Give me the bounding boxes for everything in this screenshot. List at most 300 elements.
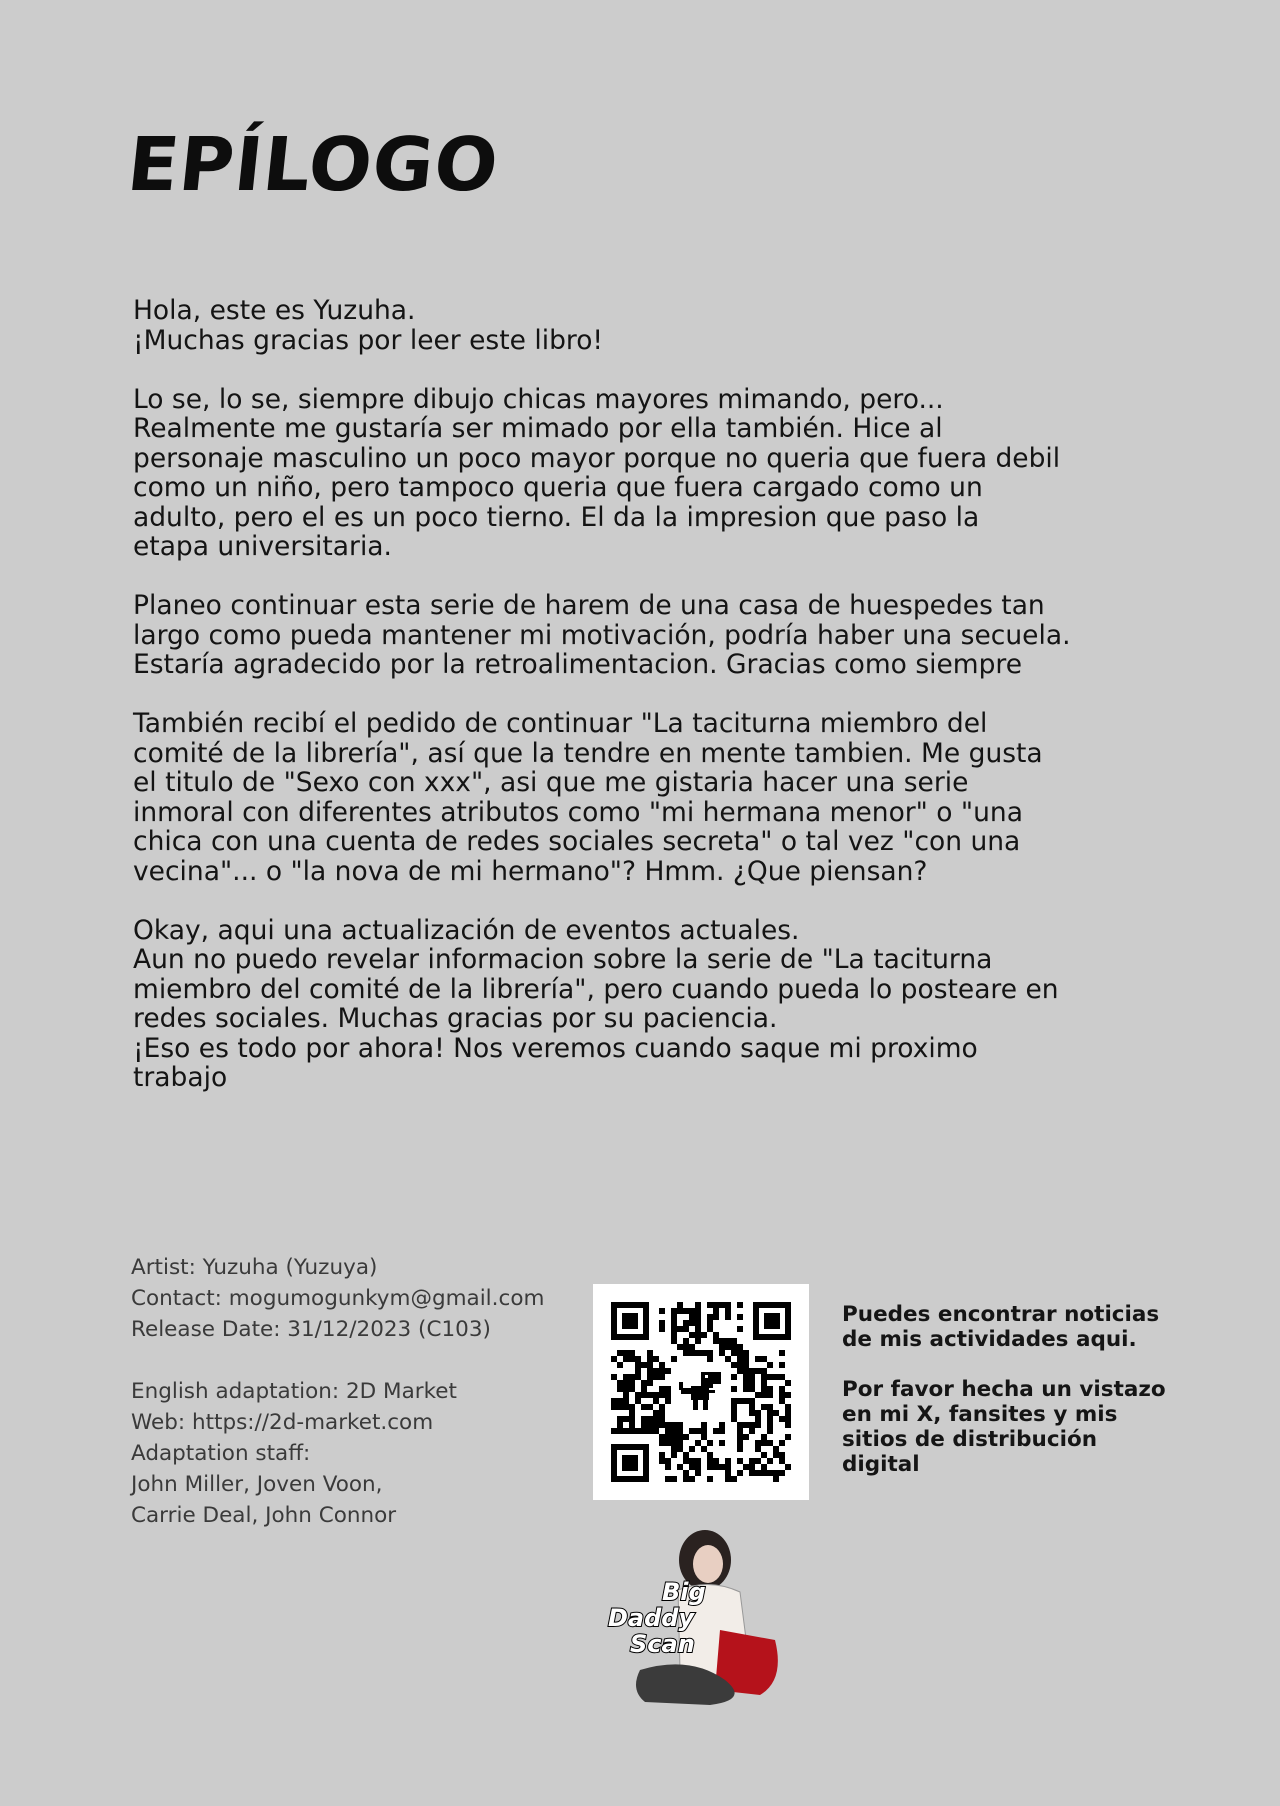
qr-module	[671, 1452, 677, 1458]
qr-module	[707, 1350, 713, 1356]
credit-artist: Artist: Yuzuha (Yuzuya)	[131, 1255, 378, 1280]
qr-module	[671, 1434, 677, 1440]
credit-staff-line-1: John Miller, Joven Voon,	[131, 1472, 383, 1497]
qr-module	[761, 1374, 767, 1380]
qr-module	[779, 1440, 785, 1446]
qr-module	[653, 1410, 659, 1416]
qr-module	[677, 1422, 683, 1428]
qr-module	[743, 1422, 749, 1428]
qr-module	[755, 1458, 761, 1464]
qr-module	[773, 1452, 779, 1458]
qr-module	[617, 1398, 623, 1404]
qr-module	[641, 1386, 647, 1392]
qr-module	[689, 1476, 695, 1482]
qr-module	[749, 1458, 755, 1464]
qr-module	[641, 1380, 647, 1386]
qr-module	[731, 1386, 737, 1392]
qr-code[interactable]	[593, 1284, 809, 1500]
qr-finder-top-right	[753, 1302, 791, 1340]
qr-module	[671, 1428, 677, 1434]
qr-module	[665, 1464, 671, 1470]
qr-module	[665, 1434, 671, 1440]
qr-module	[779, 1458, 785, 1464]
qr-module	[683, 1338, 689, 1344]
qr-module	[617, 1404, 623, 1410]
credit-staff-line-2: Carrie Deal, John Connor	[131, 1503, 397, 1528]
activity-note-news: Puedes encontrar noticias de mis actividades aqui.	[842, 1302, 1160, 1352]
qr-module	[779, 1350, 785, 1356]
qr-module	[779, 1386, 785, 1392]
qr-module	[785, 1416, 791, 1422]
qr-module	[761, 1356, 767, 1362]
qr-module	[671, 1338, 677, 1344]
qr-module	[677, 1308, 683, 1314]
qr-module	[611, 1428, 617, 1434]
qr-module	[767, 1404, 773, 1410]
qr-module	[743, 1380, 749, 1386]
qr-module	[767, 1416, 773, 1422]
qr-module	[623, 1356, 629, 1362]
qr-module	[659, 1410, 665, 1416]
activity-note-social: Por favor hecha un vistazo en mi X, fansites y mis sitios de distribución digital	[842, 1377, 1166, 1477]
qr-module	[767, 1470, 773, 1476]
qr-module	[767, 1386, 773, 1392]
qr-module	[725, 1464, 731, 1470]
qr-module	[677, 1434, 683, 1440]
qr-module	[707, 1320, 713, 1326]
qr-module	[659, 1416, 665, 1422]
qr-module	[779, 1392, 785, 1398]
qr-module	[761, 1386, 767, 1392]
qr-module	[695, 1338, 701, 1344]
qr-module	[743, 1464, 749, 1470]
qr-module	[779, 1374, 785, 1380]
qr-module	[683, 1350, 689, 1356]
qr-module	[635, 1356, 641, 1362]
qr-module	[641, 1392, 647, 1398]
qr-module	[641, 1416, 647, 1422]
qr-module	[737, 1458, 743, 1464]
qr-module	[617, 1428, 623, 1434]
qr-module	[683, 1326, 689, 1332]
qr-module	[647, 1428, 653, 1434]
qr-module	[713, 1464, 719, 1470]
qr-module	[659, 1440, 665, 1446]
qr-module	[737, 1368, 743, 1374]
qr-module	[713, 1314, 719, 1320]
qr-module	[749, 1386, 755, 1392]
qr-module	[623, 1386, 629, 1392]
qr-module	[725, 1356, 731, 1362]
logo-text-daddy: Daddy	[608, 1604, 695, 1632]
qr-module	[755, 1440, 761, 1446]
qr-module	[701, 1434, 707, 1440]
qr-module	[671, 1440, 677, 1446]
qr-module	[623, 1380, 629, 1386]
qr-module	[785, 1410, 791, 1416]
qr-module	[731, 1476, 737, 1482]
qr-module	[635, 1368, 641, 1374]
logo-text-big: Big	[662, 1578, 706, 1606]
qr-module	[671, 1320, 677, 1326]
qr-module	[737, 1344, 743, 1350]
qr-module	[731, 1374, 737, 1380]
qr-module	[689, 1320, 695, 1326]
qr-module	[749, 1374, 755, 1380]
qr-module	[761, 1380, 767, 1386]
qr-module	[659, 1392, 665, 1398]
qr-module	[677, 1326, 683, 1332]
paragraph-greeting: Hola, este es Yuzuha. ¡Muchas gracias por leer este libro!	[133, 295, 604, 356]
qr-module	[737, 1362, 743, 1368]
qr-module	[671, 1308, 677, 1314]
qr-module	[767, 1458, 773, 1464]
qr-module	[701, 1422, 707, 1428]
qr-module	[629, 1416, 635, 1422]
qr-module	[671, 1422, 677, 1428]
qr-module	[653, 1422, 659, 1428]
qr-module	[629, 1374, 635, 1380]
qr-module	[731, 1410, 737, 1416]
dinosaur-icon	[673, 1366, 729, 1418]
qr-module	[743, 1374, 749, 1380]
qr-module	[623, 1416, 629, 1422]
qr-module	[665, 1392, 671, 1398]
qr-module	[695, 1350, 701, 1356]
qr-module	[785, 1464, 791, 1470]
qr-module	[623, 1404, 629, 1410]
qr-module	[707, 1464, 713, 1470]
qr-module	[683, 1434, 689, 1440]
qr-finder-top-left	[611, 1302, 649, 1340]
qr-module	[665, 1422, 671, 1428]
qr-module	[629, 1428, 635, 1434]
qr-module	[671, 1332, 677, 1338]
qr-module	[749, 1368, 755, 1374]
paragraph-characters: Lo se, lo se, siempre dibujo chicas mayores mimando, pero... Realmente me gustaría ser mimado por ella también. Hice al personaje masculino un poco mayor porque no queria que fuera debil como un niño, pero tampoco queria que fuera cargado como un adulto, pero el es un poco tierno. El da la impresion que paso la etapa universitaria.	[133, 383, 1061, 562]
qr-module	[761, 1452, 767, 1458]
qr-module	[647, 1368, 653, 1374]
logo-text-scan: Scan	[630, 1630, 695, 1658]
qr-module	[761, 1440, 767, 1446]
qr-module	[755, 1392, 761, 1398]
qr-module	[749, 1464, 755, 1470]
qr-module	[611, 1374, 617, 1380]
credit-contact: Contact: mogumogunkym@gmail.com	[131, 1286, 545, 1311]
qr-module	[629, 1380, 635, 1386]
qr-module	[665, 1476, 671, 1482]
qr-module	[743, 1350, 749, 1356]
qr-module	[647, 1350, 653, 1356]
qr-module	[659, 1452, 665, 1458]
qr-module	[731, 1362, 737, 1368]
qr-module	[653, 1368, 659, 1374]
qr-module	[659, 1326, 665, 1332]
qr-module	[617, 1380, 623, 1386]
qr-module	[749, 1398, 755, 1404]
qr-module	[683, 1320, 689, 1326]
qr-module	[665, 1368, 671, 1374]
qr-module	[761, 1404, 767, 1410]
qr-module	[677, 1440, 683, 1446]
qr-module	[737, 1428, 743, 1434]
qr-module	[677, 1302, 683, 1308]
qr-module	[767, 1374, 773, 1380]
credit-adaptation: English adaptation: 2D Market	[131, 1379, 457, 1404]
qr-module	[647, 1392, 653, 1398]
qr-module	[701, 1332, 707, 1338]
qr-module	[785, 1380, 791, 1386]
qr-module	[761, 1368, 767, 1374]
credit-release-date: Release Date: 31/12/2023 (C103)	[131, 1317, 491, 1342]
qr-module	[683, 1308, 689, 1314]
qr-module	[647, 1422, 653, 1428]
qr-module	[635, 1428, 641, 1434]
qr-module	[779, 1398, 785, 1404]
qr-module	[695, 1464, 701, 1470]
qr-module	[635, 1374, 641, 1380]
qr-module	[659, 1386, 665, 1392]
qr-module	[695, 1320, 701, 1326]
qr-module	[707, 1458, 713, 1464]
qr-module	[737, 1440, 743, 1446]
qr-module	[761, 1470, 767, 1476]
qr-module	[659, 1368, 665, 1374]
qr-module	[743, 1368, 749, 1374]
qr-module	[695, 1314, 701, 1320]
qr-module	[785, 1404, 791, 1410]
qr-module	[707, 1476, 713, 1482]
qr-module	[719, 1422, 725, 1428]
qr-module	[659, 1308, 665, 1314]
qr-module	[755, 1356, 761, 1362]
credit-staff-label: Adaptation staff:	[131, 1441, 311, 1466]
credits-spacer	[131, 1345, 571, 1376]
qr-module	[629, 1410, 635, 1416]
paragraph-update: Okay, aqui una actualización de eventos actuales. Aun no puedo revelar informacion sobre la serie de "La taciturna miembro del comité de la librería", pero cuando pueda lo posteare en redes sociales. Muchas gracias por su paciencia. ¡Eso es todo por ahora! Nos veremos cuando saque mi proximo trabajo	[133, 914, 1059, 1093]
qr-module	[659, 1422, 665, 1428]
qr-code-icon	[611, 1302, 791, 1482]
qr-module	[689, 1308, 695, 1314]
qr-module	[779, 1362, 785, 1368]
qr-module	[629, 1350, 635, 1356]
qr-module	[689, 1464, 695, 1470]
qr-module	[767, 1362, 773, 1368]
qr-module	[659, 1362, 665, 1368]
qr-module	[743, 1362, 749, 1368]
credit-web: Web: https://2d-market.com	[131, 1410, 434, 1435]
qr-module	[641, 1362, 647, 1368]
qr-module	[749, 1422, 755, 1428]
qr-module	[665, 1428, 671, 1434]
qr-module	[731, 1416, 737, 1422]
qr-module	[653, 1428, 659, 1434]
credits-block	[131, 1252, 571, 1531]
qr-module	[695, 1440, 701, 1446]
qr-module	[647, 1374, 653, 1380]
qr-module	[755, 1416, 761, 1422]
qr-module	[665, 1458, 671, 1464]
qr-module	[671, 1314, 677, 1320]
qr-module	[623, 1350, 629, 1356]
qr-module	[689, 1314, 695, 1320]
qr-module	[683, 1344, 689, 1350]
qr-module	[623, 1428, 629, 1434]
qr-module	[767, 1410, 773, 1416]
qr-module	[647, 1356, 653, 1362]
qr-module	[713, 1308, 719, 1314]
qr-module	[779, 1470, 785, 1476]
qr-module	[707, 1452, 713, 1458]
qr-module	[701, 1350, 707, 1356]
qr-module	[617, 1362, 623, 1368]
qr-module	[617, 1416, 623, 1422]
qr-module	[725, 1338, 731, 1344]
qr-module	[725, 1470, 731, 1476]
qr-module	[647, 1416, 653, 1422]
qr-module	[647, 1380, 653, 1386]
qr-module	[659, 1320, 665, 1326]
qr-module	[773, 1374, 779, 1380]
qr-module	[653, 1392, 659, 1398]
paragraph-series-plan: Planeo continuar esta serie de harem de una casa de huespedes tan largo como pueda mantener mi motivación, podría haber una secuela. Estaría agradecido por la retroalimentacion. Gracias como siempre	[133, 590, 1071, 680]
qr-module	[635, 1398, 641, 1404]
qr-module	[725, 1458, 731, 1464]
qr-module	[749, 1428, 755, 1434]
qr-module	[629, 1356, 635, 1362]
qr-module	[725, 1344, 731, 1350]
qr-module	[695, 1332, 701, 1338]
paragraph-requests: También recibí el pedido de continuar "La taciturna miembro del comité de la librería", así que la tendre en mente tambien. Me gusta el titulo de "Sexo con xxx", asi que me gistaria hacer una serie inmoral con diferentes atributos como "mi hermana menor" o "una chica con una cuenta de redes sociales secreta" o tal vez "con una vecina"... o "la nova de mi hermano"? Hmm. ¿Que piensan?	[133, 708, 1043, 887]
qr-module	[707, 1356, 713, 1362]
qr-module	[731, 1404, 737, 1410]
qr-module	[611, 1404, 617, 1410]
scanlation-logo-image	[600, 1520, 800, 1710]
activity-notes	[842, 1302, 1182, 1502]
qr-module	[713, 1302, 719, 1308]
qr-module	[719, 1344, 725, 1350]
qr-module	[701, 1428, 707, 1434]
qr-module	[737, 1350, 743, 1356]
qr-module	[737, 1422, 743, 1428]
qr-module	[653, 1416, 659, 1422]
qr-module	[659, 1374, 665, 1380]
qr-module	[665, 1398, 671, 1404]
qr-module	[725, 1476, 731, 1482]
qr-module	[647, 1404, 653, 1410]
qr-module	[773, 1470, 779, 1476]
qr-module	[737, 1302, 743, 1308]
qr-module	[719, 1302, 725, 1308]
qr-module	[761, 1464, 767, 1470]
qr-module	[773, 1476, 779, 1482]
qr-module	[647, 1362, 653, 1368]
qr-module	[653, 1398, 659, 1404]
qr-module	[767, 1392, 773, 1398]
qr-module	[695, 1308, 701, 1314]
qr-module	[719, 1464, 725, 1470]
qr-module	[707, 1326, 713, 1332]
qr-module	[773, 1410, 779, 1416]
qr-module	[641, 1422, 647, 1428]
qr-module	[737, 1446, 743, 1452]
qr-module	[773, 1446, 779, 1452]
qr-module	[725, 1308, 731, 1314]
qr-module	[761, 1392, 767, 1398]
qr-module	[665, 1386, 671, 1392]
qr-module	[737, 1314, 743, 1320]
qr-module	[695, 1428, 701, 1434]
qr-module	[677, 1464, 683, 1470]
qr-module	[749, 1404, 755, 1410]
qr-module	[695, 1326, 701, 1332]
qr-module	[743, 1386, 749, 1392]
qr-finder-bottom-left	[611, 1444, 649, 1482]
qr-module	[719, 1428, 725, 1434]
qr-module	[677, 1446, 683, 1452]
qr-module	[767, 1440, 773, 1446]
qr-module	[731, 1338, 737, 1344]
qr-module	[653, 1356, 659, 1362]
qr-module	[659, 1404, 665, 1410]
qr-module	[689, 1344, 695, 1350]
qr-module	[743, 1356, 749, 1362]
qr-module	[683, 1452, 689, 1458]
qr-module	[719, 1440, 725, 1446]
qr-module	[683, 1470, 689, 1476]
qr-module	[635, 1362, 641, 1368]
qr-module	[785, 1434, 791, 1440]
qr-module	[731, 1344, 737, 1350]
qr-module	[713, 1338, 719, 1344]
qr-module	[659, 1458, 665, 1464]
qr-module	[617, 1350, 623, 1356]
qr-module	[785, 1392, 791, 1398]
qr-module	[623, 1392, 629, 1398]
qr-module	[713, 1332, 719, 1338]
qr-module	[755, 1410, 761, 1416]
qr-module	[707, 1314, 713, 1320]
qr-module	[755, 1422, 761, 1428]
qr-module	[659, 1434, 665, 1440]
qr-module	[689, 1458, 695, 1464]
qr-module	[635, 1392, 641, 1398]
qr-module	[623, 1398, 629, 1404]
qr-module	[701, 1446, 707, 1452]
qr-module	[731, 1350, 737, 1356]
qr-module	[767, 1422, 773, 1428]
qr-module	[731, 1398, 737, 1404]
qr-module	[749, 1380, 755, 1386]
qr-module	[611, 1356, 617, 1362]
qr-module	[749, 1470, 755, 1476]
qr-module	[641, 1404, 647, 1410]
qr-module	[683, 1458, 689, 1464]
qr-module	[713, 1458, 719, 1464]
qr-module	[713, 1428, 719, 1434]
qr-module	[737, 1434, 743, 1440]
qr-module	[737, 1398, 743, 1404]
qr-module	[767, 1428, 773, 1434]
qr-module	[677, 1428, 683, 1434]
qr-module	[689, 1332, 695, 1338]
qr-module	[623, 1374, 629, 1380]
qr-module	[665, 1440, 671, 1446]
qr-module	[743, 1398, 749, 1404]
qr-module	[743, 1434, 749, 1440]
qr-module	[707, 1440, 713, 1446]
qr-module	[653, 1374, 659, 1380]
